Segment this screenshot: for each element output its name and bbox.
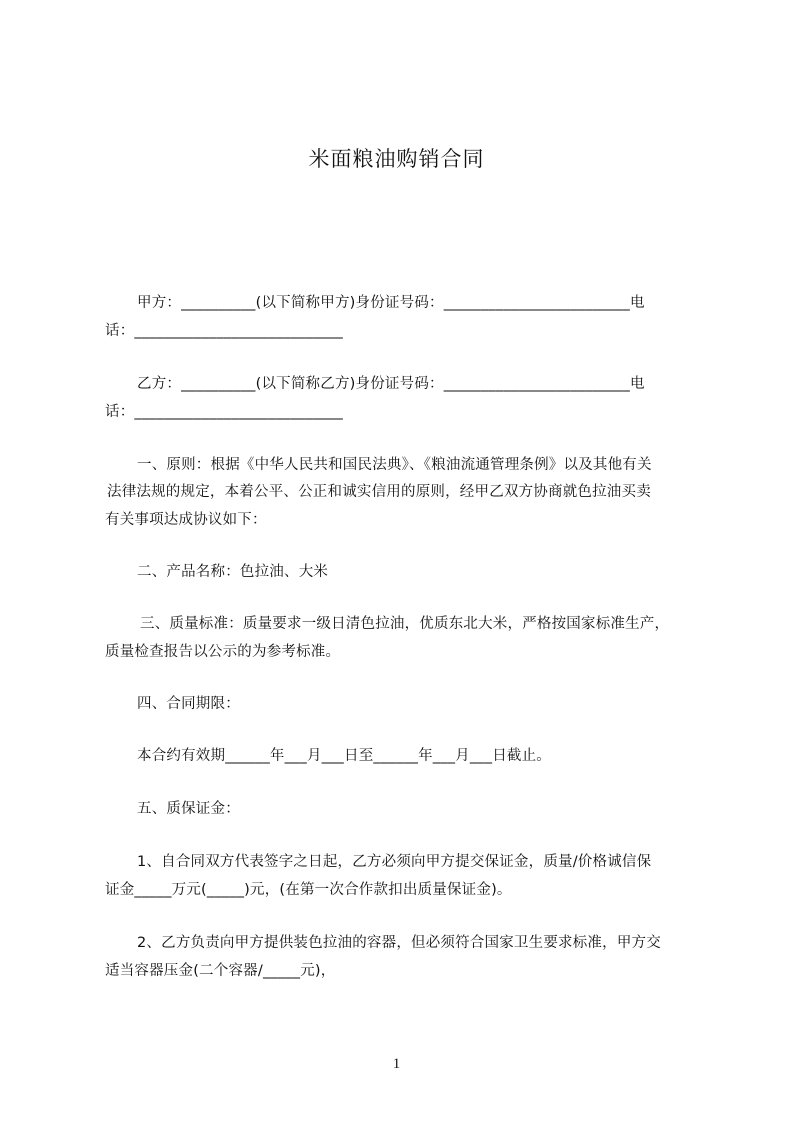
party-a-line: 甲方：__________(以下简称甲方)身份证号码：_________________________电	[137, 295, 645, 311]
deposit-item-1-line-1: 1、自合同双方代表签字之日起，乙方必须向甲方提交保证金，质量/价格诚信保	[137, 854, 652, 870]
principle-paragraph-line-3: 有关事项达成协议如下：	[105, 512, 267, 528]
deposit-heading: 五、质保证金：	[137, 801, 240, 817]
deposit-item-2-line-1: 2、乙方负责向甲方提供装色拉油的容器，但必须符合国家卫生要求标准，甲方交	[137, 935, 661, 951]
deposit-item-2-line-2: 适当容器压金(二个容器/_____元)，	[105, 963, 336, 979]
deposit-item-1-line-2: 证金_____万元(_____)元，(在第一次合作款扣出质量保证金)。	[105, 882, 512, 898]
principle-paragraph-line-1: 一、原则：根据《中华人民共和国民法典》、《粮油流通管理条例》以及其他有关	[137, 457, 652, 473]
party-b-phone-line: 话：____________________________	[105, 404, 343, 420]
page-number: 1	[392, 1056, 401, 1072]
document-title: 米面粮油购销合同	[308, 147, 485, 171]
party-a-phone-line: 话：____________________________	[105, 323, 343, 339]
principle-paragraph-line-2: 法律法规的规定，本着公平、公正和诚实信用的原则，经甲乙双方协商就色拉油买卖	[107, 484, 651, 500]
term-heading: 四、合同期限：	[137, 696, 240, 712]
product-name-line: 二、产品名称：色拉油、大米	[137, 564, 329, 580]
party-b-line: 乙方：__________(以下简称乙方)身份证号码：_________________________电	[137, 376, 645, 392]
term-body: 本合约有效期______年___月___日至______年___月___日截止。	[137, 748, 551, 764]
quality-paragraph-line-2: 质量检查报告以公示的为参考标准。	[105, 644, 341, 660]
quality-paragraph-line-1: 三、质量标准：质量要求一级日清色拉油，优质东北大米，严格按国家标准生产，	[140, 616, 670, 632]
